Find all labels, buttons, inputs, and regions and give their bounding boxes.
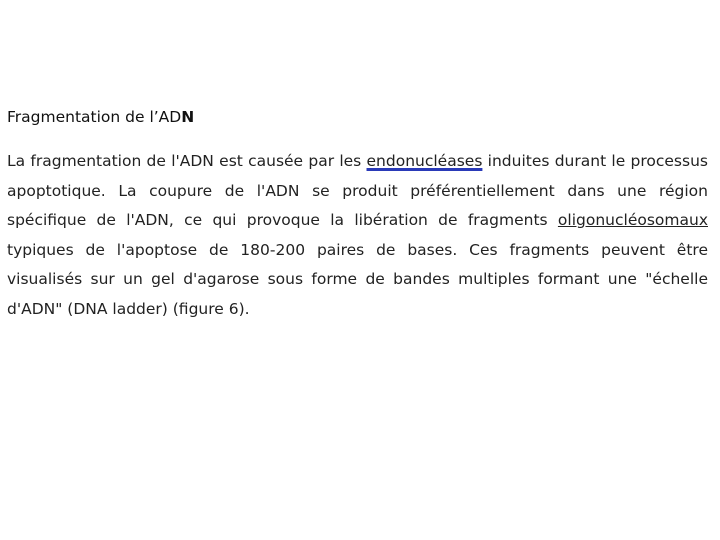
body-paragraph bbox=[7, 147, 708, 324]
section-heading-last-letter: N bbox=[181, 108, 195, 126]
paragraph-text-3: typiques de l'apoptose de 180-200 paires de bases. Ces fragments peuvent être visualisés sur un gel d'agarose sous forme de bandes multiples formant une "échelle d'ADN" (DNA ladder) (figure 6). bbox=[7, 240, 708, 318]
section-heading bbox=[7, 106, 708, 128]
section-heading-text: Fragmentation de l’AD bbox=[7, 108, 182, 126]
paragraph-text-2: induites durant le processus apoptotique. La coupure de l'ADN se produit préférentiellement dans une région spécifique de l'ADN, ce qui provoque la libération de fragments bbox=[7, 152, 708, 229]
document-body bbox=[7, 106, 708, 324]
endonucleases-link[interactable]: endonucléases bbox=[366, 152, 483, 170]
oligonucleosomaux-link[interactable]: oligonucléosomaux bbox=[557, 211, 708, 229]
paragraph-text-1: La fragmentation de l'ADN est causée par les bbox=[7, 152, 367, 170]
